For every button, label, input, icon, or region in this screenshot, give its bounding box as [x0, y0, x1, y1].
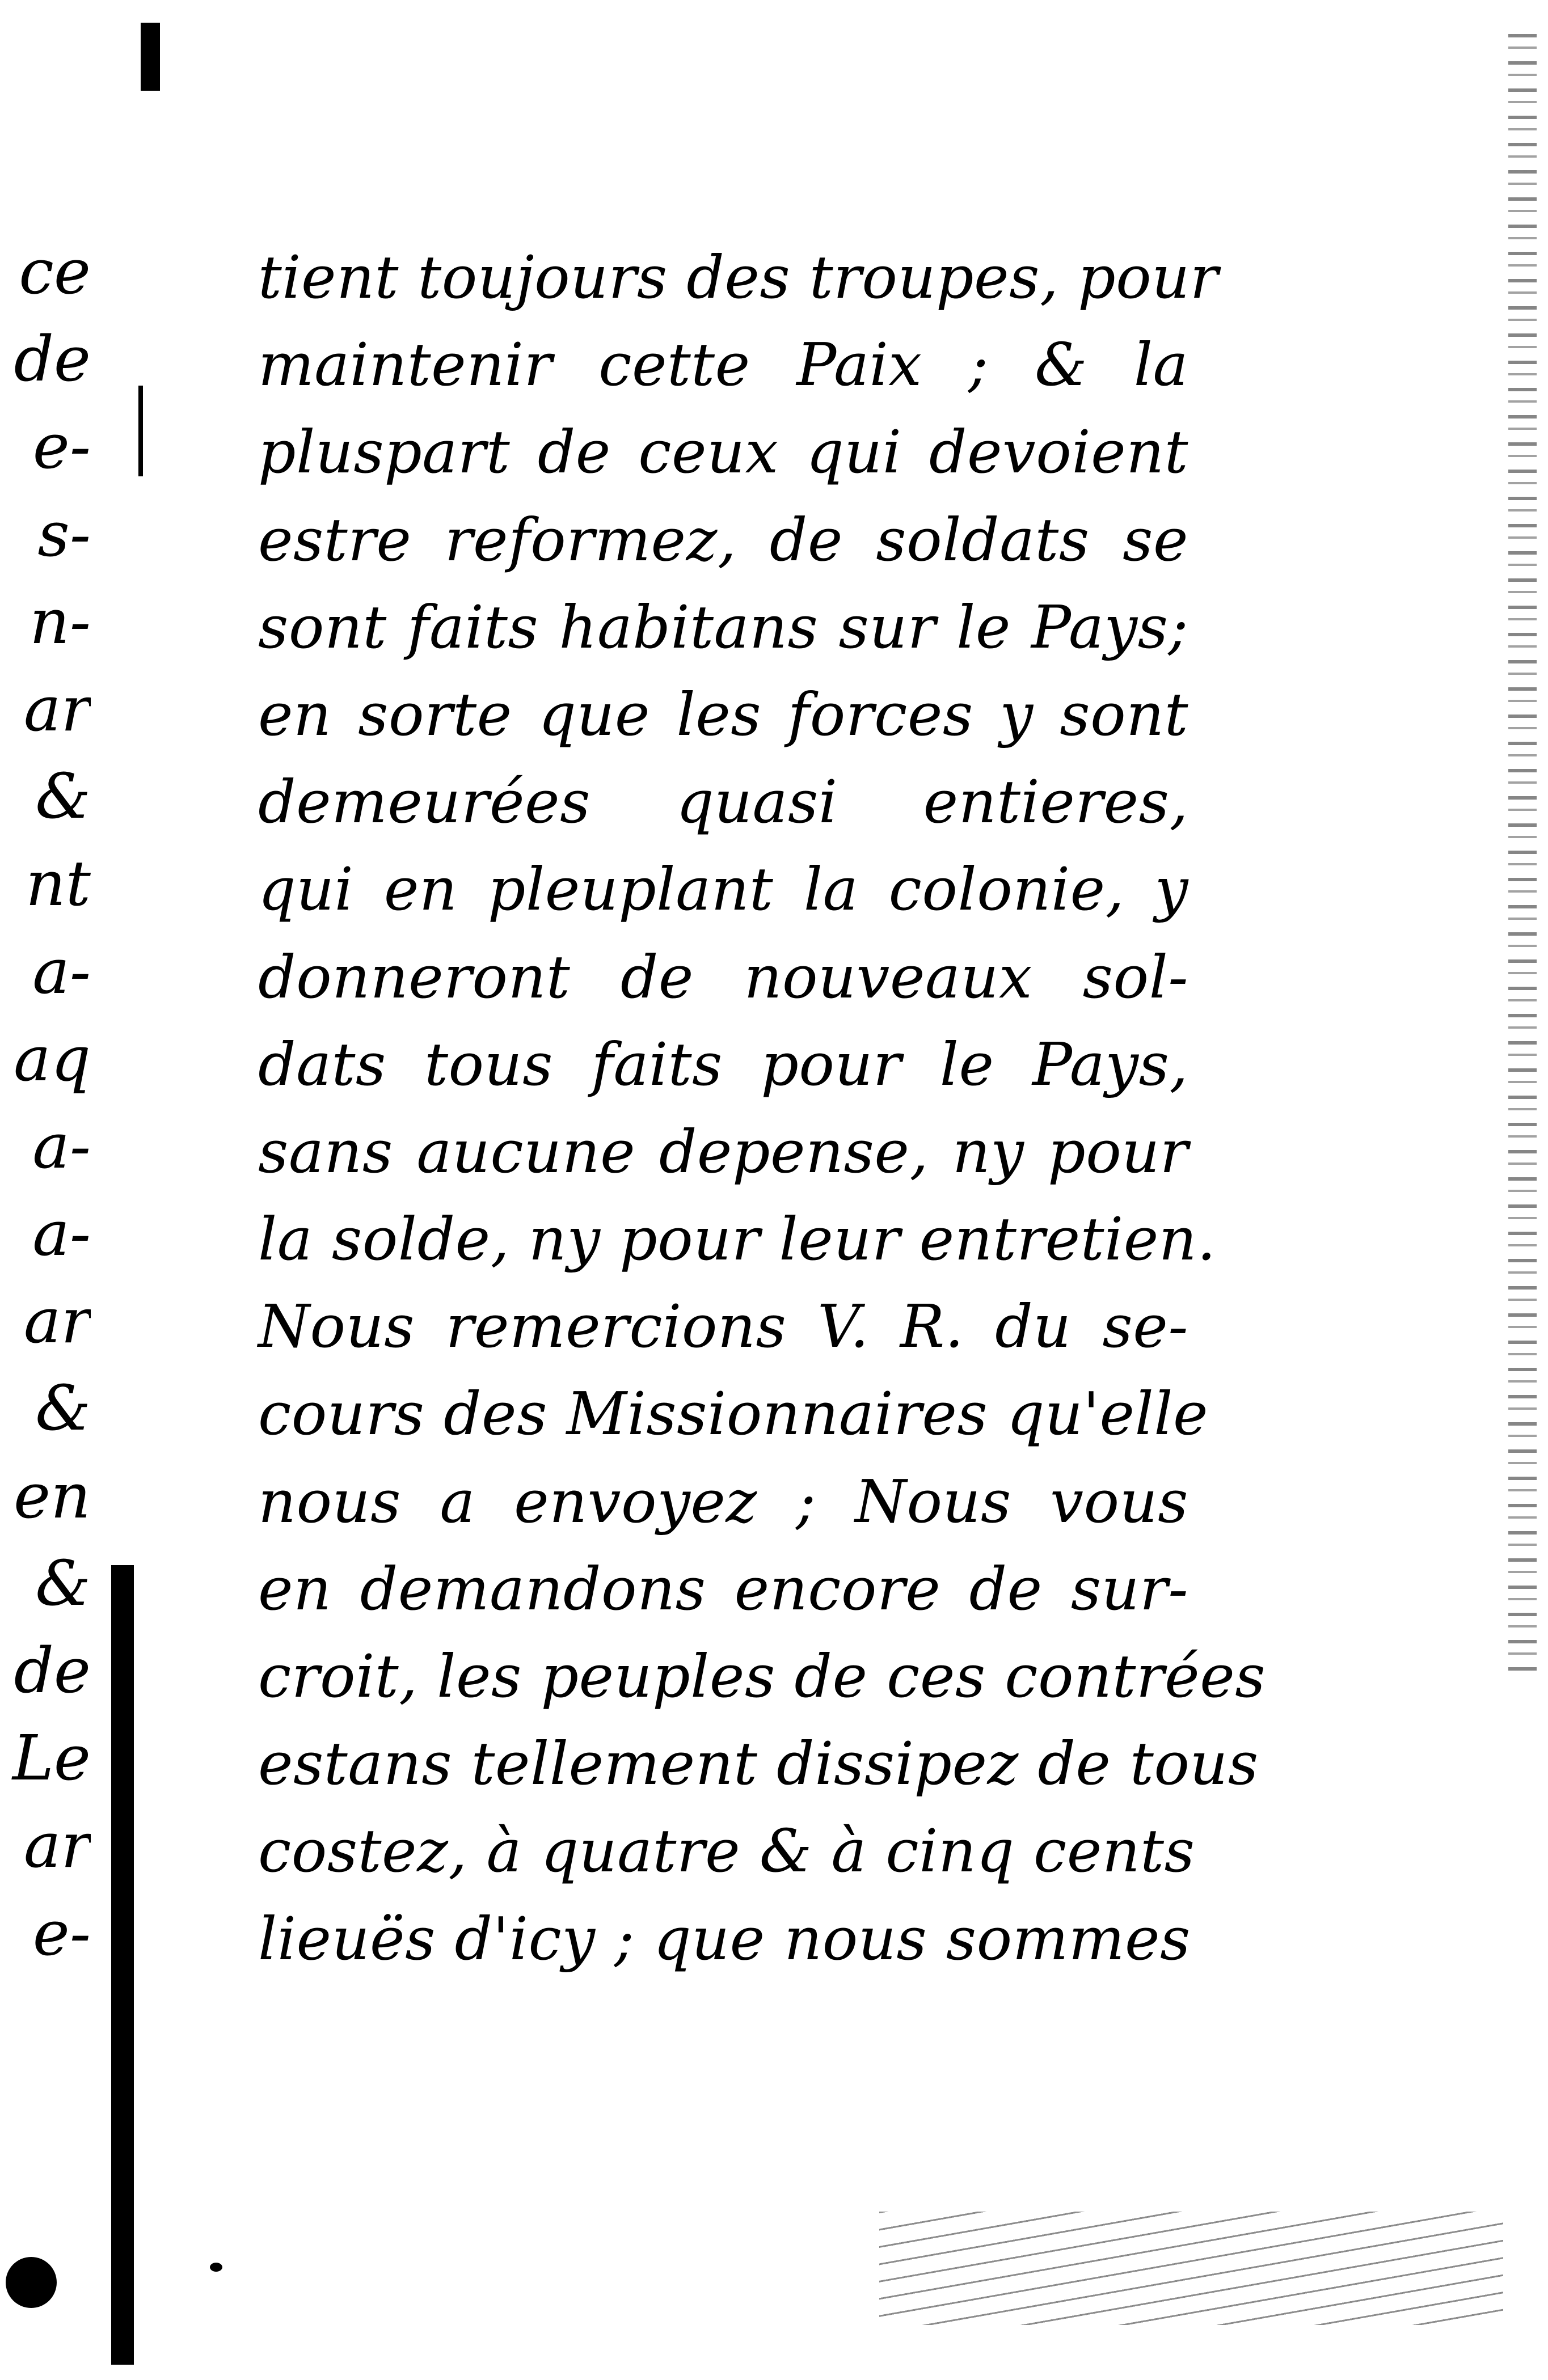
previous-page-fragment [0, 228, 91, 1977]
fragment-line: a- [32, 1197, 91, 1270]
text-line: nous a envoyez ; Nous vous [258, 1466, 1188, 1536]
text-line: dats tous faits pour le Pays, [258, 1029, 1188, 1099]
text-line: demeurées quasi entieres, [258, 767, 1188, 837]
ink-speck [210, 2263, 222, 2272]
text-line: qui en pleuplant la colonie, y [258, 855, 1188, 924]
text-line: cours des Missionnaires qu'elle [258, 1379, 1209, 1449]
page-edge-artifact [1508, 34, 1537, 1679]
text-line: en sorte que les forces y sont [258, 679, 1188, 749]
fragment-line: aq [14, 1022, 91, 1095]
body-text [258, 234, 1266, 1982]
gutter-binding-shadow [111, 1565, 134, 2365]
text-line: maintenir cette Paix ; & la [258, 330, 1188, 400]
text-line: costez, à quatre & à cinq cents [258, 1816, 1195, 1886]
bottom-smudge-artifact [879, 2212, 1503, 2325]
text-line: sont faits habitans sur le Pays; [258, 592, 1188, 662]
fragment-line: ar [23, 1809, 91, 1882]
text-line: sans aucune depense, ny pour [258, 1117, 1188, 1186]
fragment-line: de [14, 323, 91, 396]
text-line: en demandons encore de sur- [258, 1554, 1188, 1624]
fragment-line: & [35, 760, 91, 833]
fragment-line: ar [23, 1284, 91, 1358]
fragment-line: a- [32, 935, 91, 1008]
fragment-line: ar [23, 672, 91, 745]
text-line: la solde, ny pour leur entretien. [258, 1204, 1216, 1274]
ink-blot [6, 2257, 57, 2308]
fragment-line: s- [37, 497, 91, 570]
fragment-line: e- [32, 1896, 91, 1969]
fragment-line: nt [25, 847, 91, 920]
text-line: tient toujours des troupes, pour [258, 243, 1218, 312]
text-line: estre reformez, de soldats se [258, 505, 1188, 574]
gutter-mark-top [141, 23, 160, 91]
fragment-line: en [14, 1459, 91, 1532]
fragment-line: & [35, 1372, 91, 1445]
text-line: lieuës d'icy ; que nous sommes [258, 1904, 1191, 1973]
gutter-mark-middle [138, 386, 143, 476]
text-line: pluspart de ceux qui devoient [258, 417, 1188, 487]
fragment-line: & [35, 1546, 91, 1620]
fragment-line: n- [29, 585, 91, 658]
fragment-line: de [14, 1634, 91, 1707]
text-line: Nous remercions V. R. du se- [258, 1292, 1188, 1362]
fragment-line: a- [32, 1109, 91, 1182]
text-line: donneront de nouveaux sol- [258, 942, 1188, 1012]
fragment-line: Le [12, 1722, 91, 1795]
fragment-line: ce [19, 235, 91, 308]
fragment-line: e- [32, 410, 91, 483]
text-line: croit, les peuples de ces contrées [258, 1642, 1266, 1711]
text-line: estans tellement dissipez de tous [258, 1729, 1259, 1799]
